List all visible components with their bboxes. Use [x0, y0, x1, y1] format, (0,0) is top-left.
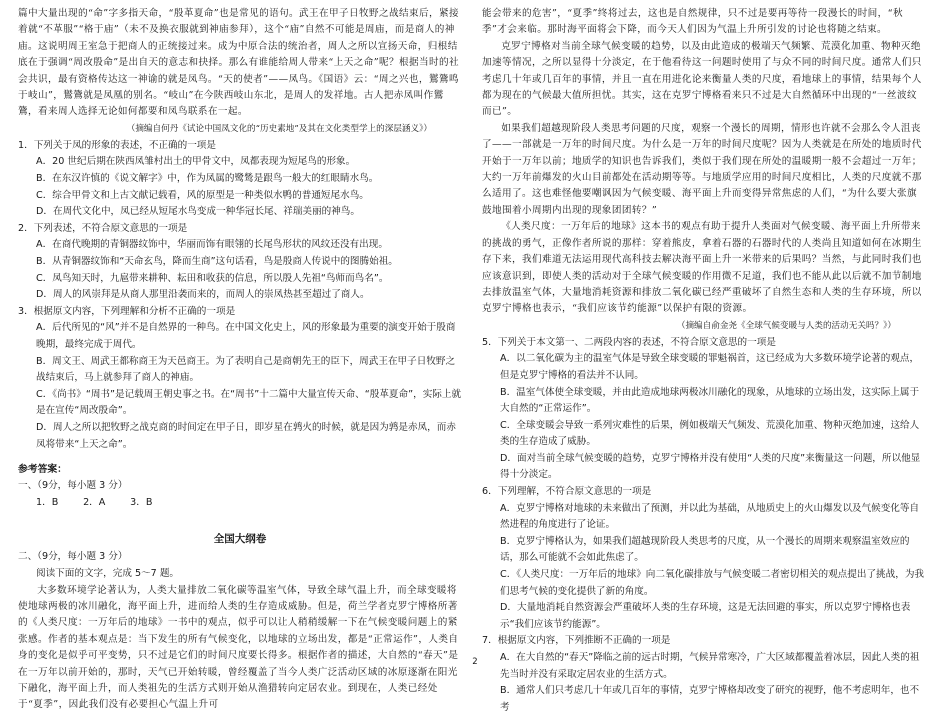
answers-row	[18, 495, 462, 512]
option-a: A．在大自然的“春天”降临之前的远古时期，气候异常寒冷，广大区域都覆盖着冰层，因此人类的祖先当时并没有采取定居农业的生活方式。	[500, 652, 920, 680]
section2-heading: 二、（9分，每小题 3 分）	[18, 551, 128, 563]
answers-title: 参考答案：	[18, 464, 67, 476]
option-b: B．克罗宁博格认为，如果我们超越现阶段人类思考的尺度，从一个漫长的周期来观察温室效应的话，那么可能就不会如此焦虑了。	[500, 535, 910, 564]
passage-paragraph-3: 如果我们超越现阶段人类思考问题的尺度，观察一个漫长的周期，情形也许就不会那么令人沮丧了——一部就是一万年的时间尺度。为什么是一万年的时间尺度呢？因为人类就是在所处的地质时代开始于一万年以前；地质学的知识也告诉我们，类似于我们现在所处的温暖期一般不会超过一万年；大约一万年前爆发的火山目前都处在活动期等等。与地质学应用的时间尺度相比，人类的尺度就不那么适用了。这也难怪他要嘲讽因为气候变暖、海平面上升而变得异常焦虑的人们，“为什么要大张旗鼓地围着小周期内出现的现象团团转？”	[482, 122, 922, 216]
answers-subtitle: 一、（9分，每小题 3 分）	[18, 480, 128, 492]
source-citation: （摘编自何丹《试论中国凤文化的“历史素地”及其在文化类型学上的深层涵义》）	[126, 123, 432, 134]
option-d: D．周人的风崇拜是从商人那里沿袭而来的，而周人的崇凤热甚至超过了商人。	[36, 289, 370, 301]
page-number: 2	[472, 657, 478, 667]
option-a: A．克罗宁博格对地球的未来做出了预测，并以此为基础，从地质史上的火山爆发以及气候变化等自然进程的角度进行了论证。	[500, 502, 920, 531]
question-stem: 6．下列理解，不符合原文意思的一项是	[482, 486, 652, 498]
option-b: B．在东汉许慎的《说文解字》中，作为凤属的鹭鸶是跟鸟一般大的红眼睛水鸟。	[36, 173, 379, 185]
question-stem: 3．根据原文内容，下列理解和分析不正确的一项是	[18, 305, 236, 317]
question-stem: 5．下列关于本文第一、二两段内容的表述，不符合原文意思的一项是	[482, 336, 776, 348]
option-a: A．20 世纪后期在陕西凤雏村出土的甲骨文中，凤都表现为短尾鸟的形象。	[36, 156, 356, 168]
passage-paragraph: 大多数环境学论著认为，人类大量排放二氧化碳等温室气体，导致全球气温上升，而全球变暖将使地球两极的冰川融化，海平面上升，进而给人类的生存造成威胁。但是，荷兰学者克罗宁博格所著的《人类尺度：一万年后的地球》一书中的观点，似乎可以让人稍稍缓解一下在气候变暖问题上的紧张感。作者的基本观点是：当下发生的所有气候变化，以地球的立场出发，都是“正常运作”，人类自身的变化是似乎可平变势，只不过是它们的时间尺度要长得多。根据作者的描述，大自然的“春天”是在一万年以前开始的，那时，天气已开始转暖，曾经覆盖了当今人类广泛活动区域的冰原逐渐在阳光下融化，海平面上升，而人类祖先的生活方式则开始从渔猎转向定居农业。到现在，人类已经处于“夏季”，因此我们没有必要担心气温上升可	[18, 584, 459, 711]
passage-paragraph-4: 《人类尺度：一万年后的地球》这本书的观点有助于提升人类面对气候变暖、海平面上升所带来的挑战的勇气，正像作者所说的那样：穿着熊皮，拿着石器的石器时代的人类尚且知道如何在冰期生存下来，我们难道无法运用现代高科技去解决海平面上升一米带来的后果吗？当然，与此同时我们也应该意识到，即使人类的活动对于全球气候变暖的作用微不足道，我们也不能从此以后就不加节制地去排放温室气体，大量地消耗资源和排放二氧化碳已经严重破坏了自然生态和人类的生存环境，所以克罗宁博格也表示，“我们应该节约能源”以保护有限的资源。	[482, 221, 922, 315]
question-stem: 7．根据原文内容，下列推断不正确的一项是	[482, 635, 671, 647]
section-title: 全国大纲卷	[213, 533, 267, 546]
option-b: B．通常人们只考虑几十年或几百年的事情，克罗宁博格却改变了研究的视野，他不考虑明年，也不考	[500, 685, 920, 713]
option-d: D．在周代文化中，凤已经从短尾水鸟变成一种华冠长尾、祥瑞美丽的神鸟。	[36, 206, 360, 218]
answer-2: 2．A	[83, 496, 106, 508]
option-c: C．综合甲骨文和上古文献记载看，风的原型是一种类似水鸭的普通短尾水鸟。	[36, 189, 369, 201]
option-d: D．周人之所以把牧野之战克商的时间定在甲子日，即岁星在鹑火的时候，就是因为鹑是赤凤，而赤凤将带来“上天之命”。	[36, 421, 456, 450]
question-3	[18, 304, 462, 453]
question-stem: 2．下列表述，不符合原文意思的一项是	[18, 222, 188, 234]
intro-paragraph: 篇中大量出现的“命”字多指天命，“殷革夏命”也是常见的语句。武王在甲子日牧野之战结束后，紧接着就“不革服”“格于庙”（未不及换衣服就到神庙参拜），这个“庙”自然不可能是周庙，而是商人的神庙。这说明周王室急于把商人的正统接过来。成为中原合法的统治者，周人之所以宣扬天命，归根结底在于强调“周改殷命”是出自天的意志和抉择。那么有谁能给周人带来“上天之命”呢？根据当时的社会共识，最有资格传达这一神谕的就是凤鸟。“天的使者”——凤鸟。《国语》云：“周之兴也，鸑鷟鸣于岐山”，鸑鷟就是凤凰的别名。“岐山”在今陕西岐山东北，是周人的发祥地。古人把赤凤叫作鸑鷟，看来周人选择无论如何都要和凤鸟联系在一起。	[18, 8, 459, 118]
answer-1: 1．B	[36, 496, 59, 508]
question-1	[18, 138, 462, 221]
question-5	[482, 335, 926, 484]
answer-3: 3．B	[130, 496, 153, 508]
option-c: C．凤鸟知天时，九扈带来耕种、耘田和收获的信息，所以殷人先祖“鸟师而鸟名”。	[36, 272, 389, 284]
left-column	[18, 6, 462, 711]
option-b: B．温室气体使全球变暖，并由此造成地球两极冰川融化的现象，从地球的立场出发，这实际上属于大自然的“正常运作”。	[500, 386, 920, 415]
passage-continued: 能会带来的危害”，“夏季”终将过去，这也是自然规律，只不过是要再等待一段漫长的时间，“秋季”才会来临。那时海平面将会下降，而今天人们因为气温上升所引发的讨论也将随之结束。	[482, 8, 903, 36]
passage-paragraph-2: 克罗宁博格对当前全球气候变暖的趋势，以及由此造成的极端天气频繁、荒漠化加重、物种灭绝加速等情况，之所以显得十分淡定，在于他看待这一问题时使用了与众不同的时间尺度。通常人们只考虑几十年或几百年的事情，并且一直在用进化论来衡量人类的尺度，看地球上的事情，结果每个人都为现在的气候最大值所担忧。其实，这在克罗宁博格看来只不过是大自然循环中出现的“一丝波纹而已”。	[482, 40, 922, 118]
question-stem: 1．下列关于凤的形象的表述，不正确的一项是	[18, 139, 216, 151]
option-d: D．大量地消耗自然资源会严重破坏人类的生存环境，这是无法回避的事实，所以克罗宁博格也表示“我们应该节约能源”。	[500, 602, 911, 630]
section2-intro: 阅读下面的文字，完成 5～7 题。	[36, 567, 180, 579]
question-2	[18, 221, 462, 304]
right-column	[482, 6, 926, 713]
option-c: C．《尚书》“周书”是记载周王朝史事之书。在“周书”十二篇中大量宣传天命、“殷革夏命”，实际上就是在宣传“周改殷命”。	[36, 388, 462, 417]
option-c: C．全球变暖会导致一系列灾难性的后果，例如极端天气频发、荒漠化加重、物种灭绝加速，这给人类的生存造成了威胁。	[500, 419, 920, 448]
option-b: B．周文王、周武王都称商王为天邑商王。为了表明自己是商朝先王的臣下，周武王在甲子日牧野之战结束后，马上就参拜了商人的神庙。	[36, 355, 456, 384]
option-b: B．从青铜器纹饰和“天命玄鸟，降而生商”这句话看，鸟是殷商人传说中的图腾始祖。	[36, 256, 398, 267]
option-a: A．以二氧化碳为主的温室气体是导致全球变暖的罪魁祸首，这已经成为大多数环境学论著的观点，但是克罗宁博格的看法并不认同。	[500, 353, 920, 381]
option-a: A．在商代晚期的青铜器纹饰中，华丽而饰有眼翎的长尾鸟形状的风纹还没有出现。	[36, 239, 388, 251]
question-6	[482, 484, 926, 633]
option-c: C．《人类尺度：一万年后的地球》向二氧化碳排放与气候变暖二者密切相关的观点提出了挑战，为我们思考气候的变化提供了新的角度。	[500, 569, 925, 597]
source-citation: （摘编自俞金尧《全球气候变暖与人类的活动无关吗？》）	[676, 320, 896, 331]
question-7	[482, 633, 926, 716]
option-d: D．面对当前全球气候变暖的趋势，克罗宁博格并没有使用“人类的尺度”来衡量这一问题，所以他显得十分淡定。	[500, 452, 921, 481]
option-a: A．后代所见的“风”并不是自然界的一种鸟。在中国文化史上，风的形象最为重要的演变开始于殷商晚期，最终完成于周代。	[36, 322, 456, 350]
